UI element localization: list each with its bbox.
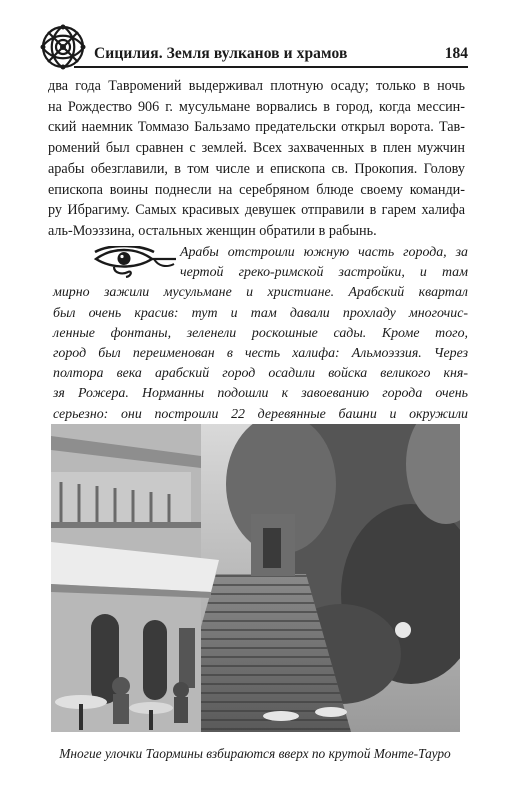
page-header bbox=[38, 22, 468, 72]
aside-line: зя Рожера. Норманны подошли к завоеванию города очень bbox=[53, 386, 468, 402]
body-line: арабы обезглавили, в том числе и епископа св. Прокопия. Голову bbox=[48, 160, 465, 177]
body-line: епископа воины поднесли на серебряном блюде своему команди- bbox=[48, 181, 465, 198]
eye-icon bbox=[92, 246, 178, 278]
celtic-knot-emblem-icon bbox=[38, 22, 88, 72]
header-rule bbox=[74, 66, 468, 68]
aside-line: серьезно: они построили 22 деревянные башни и окружили bbox=[53, 406, 468, 422]
aside-line: ленные фонтаны, зеленели роскошные сады. Кроме того, bbox=[53, 325, 468, 341]
aside-line: город был переименован в честь халифа: Альмоэззия. Через bbox=[53, 346, 468, 362]
page-number: 184 bbox=[444, 45, 468, 62]
aside-line: Арабы отстроили южную часть города, за bbox=[180, 245, 468, 260]
body-paragraph bbox=[48, 76, 465, 242]
body-line: ромений был сравнен с землей. Всех захваченных в плен мужчин bbox=[48, 140, 465, 157]
body-line: ский наемник Томмазо Бальзамо предательски открыл ворота. Тав- bbox=[48, 119, 465, 136]
body-line: ру Ибрагиму. Самых красивых девушек отправили в гарем халифа bbox=[48, 202, 465, 219]
aside-line: чертой греко-римской застройки, и там bbox=[180, 265, 468, 281]
aside-line: полтора века арабский город осадили войска великого кня- bbox=[53, 366, 468, 382]
aside-line: был очень красив: тут и там давали прохладу многочис- bbox=[53, 305, 468, 321]
taormina-street-photo bbox=[51, 424, 460, 732]
photo-building bbox=[51, 424, 219, 732]
photo-caption: Многие улочки Таормины взбираются вверх по крутой Монте-Тауро bbox=[59, 746, 451, 761]
aside-paragraph bbox=[53, 243, 468, 425]
aside-line: мирно зажили мусульмане и христиане. Арабский квартал bbox=[53, 285, 468, 301]
body-line: на Рождество 906 г. мусульмане ворвались в город, когда мессин- bbox=[48, 98, 465, 115]
body-line: аль-Моэззина, остальных женщин обратили в рабынь. bbox=[48, 222, 377, 239]
running-header-title: Сицилия. Земля вулканов и храмов bbox=[94, 45, 348, 62]
body-line: два года Тавромений выдерживал плотную осаду; только в ночь bbox=[48, 78, 465, 94]
